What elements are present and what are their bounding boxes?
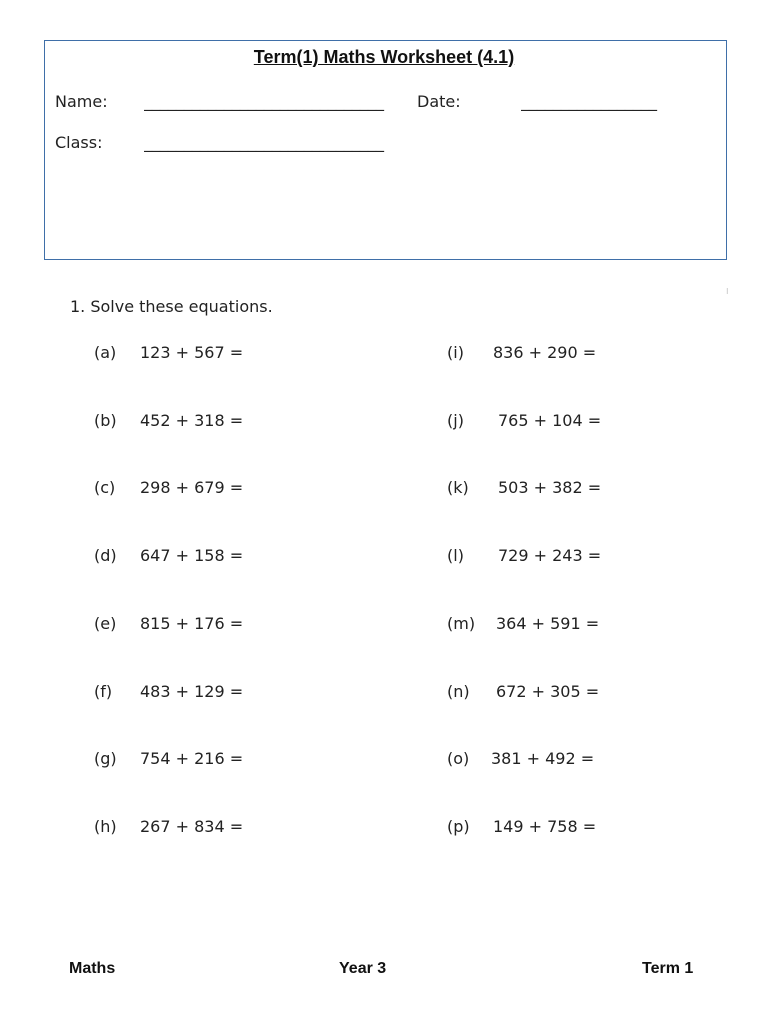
problem-item (447, 478, 602, 497)
name-line: ______________________________ (144, 92, 384, 111)
problem-expression: 149 + 758 = (493, 817, 597, 836)
name-label: Name: (55, 92, 108, 111)
problem-expression: 765 + 104 = (498, 411, 602, 430)
problem-item (447, 343, 597, 362)
problem-label: (a) (94, 343, 117, 362)
footer-term: Term 1 (642, 960, 694, 977)
problem-label: (i) (447, 343, 464, 362)
problem-expression: 483 + 129 = (140, 682, 244, 701)
problem-label: (p) (447, 817, 470, 836)
problem-label: (j) (447, 411, 464, 430)
problem-item (447, 546, 602, 565)
footer-subject: Maths (69, 960, 116, 977)
problem-expression: 267 + 834 = (140, 817, 244, 836)
class-label: Class: (55, 133, 103, 152)
problem-item (447, 749, 595, 768)
problem-item (94, 546, 244, 565)
problem-label: (e) (94, 614, 117, 633)
problem-expression: 123 + 567 = (140, 343, 244, 362)
problem-expression: 364 + 591 = (496, 614, 600, 633)
problem-label: (b) (94, 411, 117, 430)
problem-expression: 452 + 318 = (140, 411, 244, 430)
problem-label: (g) (94, 749, 117, 768)
problem-item (94, 817, 244, 836)
problem-item (94, 614, 244, 633)
problem-item (94, 749, 244, 768)
problem-label: (o) (447, 749, 470, 768)
date-line: _________________ (521, 92, 657, 111)
problem-expression: 381 + 492 = (491, 749, 595, 768)
problem-item (447, 614, 600, 633)
date-label: Date: (417, 92, 461, 111)
problem-expression: 729 + 243 = (498, 546, 602, 565)
problem-label: (l) (447, 546, 464, 565)
problem-label: (h) (94, 817, 117, 836)
worksheet-title: Term(1) Maths Worksheet (4.1) (253, 47, 515, 67)
problem-expression: 754 + 216 = (140, 749, 244, 768)
problem-item (94, 343, 244, 362)
problem-expression: 672 + 305 = (496, 682, 600, 701)
class-line: ______________________________ (144, 133, 384, 152)
problem-expression: 298 + 679 = (140, 478, 244, 497)
problem-item (94, 478, 244, 497)
problem-item (94, 682, 244, 701)
problem-expression: 836 + 290 = (493, 343, 597, 362)
problem-item (447, 682, 600, 701)
problem-label: (n) (447, 682, 470, 701)
question-title: 1. Solve these equations. (70, 297, 273, 316)
problem-expression: 503 + 382 = (498, 478, 602, 497)
footer-year: Year 3 (339, 960, 387, 977)
problem-label: (d) (94, 546, 117, 565)
problem-expression: 815 + 176 = (140, 614, 244, 633)
problem-expression: 647 + 158 = (140, 546, 244, 565)
problem-label: (m) (447, 614, 476, 633)
problem-label: (k) (447, 478, 469, 497)
margin-mark: ⁝ (726, 287, 729, 296)
problem-label: (c) (94, 478, 116, 497)
problem-label: (f) (94, 682, 113, 701)
problem-item (447, 817, 597, 836)
problem-item (447, 411, 602, 430)
problem-item (94, 411, 244, 430)
